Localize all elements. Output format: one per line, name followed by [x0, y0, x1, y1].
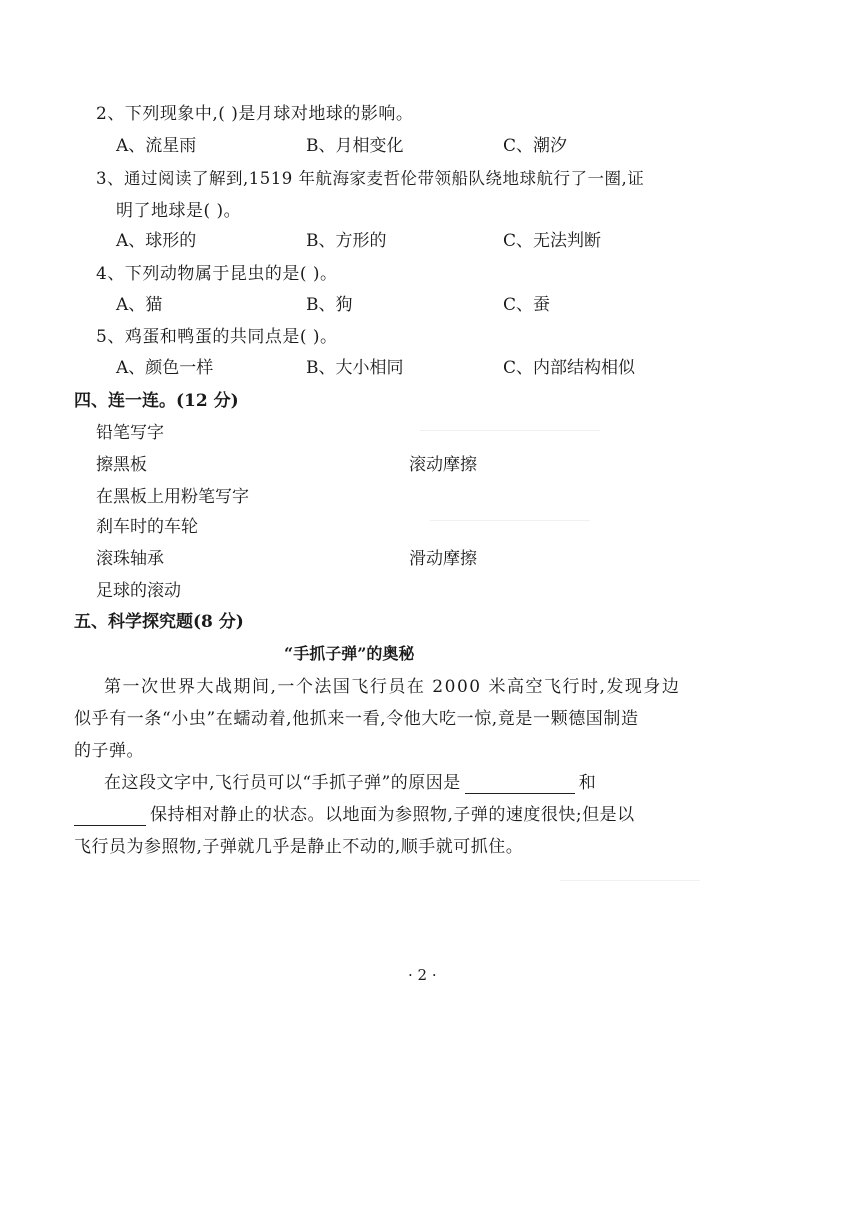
- question-2-option-a: A、流星雨: [116, 136, 197, 156]
- passage-line-1: 第一次世界大战期间,一个法国飞行员在 2000 米高空飞行时,发现身边: [104, 677, 681, 697]
- question-4-option-a: A、猫: [116, 295, 163, 315]
- question-text-and: 和: [578, 773, 597, 793]
- question-4-option-c: C、蚕: [503, 295, 551, 315]
- question-5-option-c: C、内部结构相似: [503, 358, 636, 378]
- question-2-option-b: B、月相变化: [306, 136, 404, 156]
- question-3-option-c: C、无法判断: [503, 231, 602, 251]
- match-left-item-6: 足球的滚动: [96, 581, 181, 601]
- question-4-stem: 4、下列动物属于昆虫的是( )。: [96, 264, 338, 284]
- question-text-b: 保持相对静止的状态。以地面为参照物,子弹的速度很快;但是以: [150, 805, 635, 825]
- question-3-option-b: B、方形的: [306, 231, 387, 251]
- question-3-stem-line2: 明了地球是( )。: [116, 201, 242, 221]
- bleed-through-mark: [420, 430, 600, 431]
- question-3-stem-line1: 3、通过阅读了解到,1519 年航海家麦哲伦带领船队绕地球航行了一圈,证: [96, 169, 645, 188]
- match-left-item-5: 滚珠轴承: [96, 549, 164, 569]
- answer-blank-1[interactable]: [465, 775, 575, 794]
- match-left-item-4: 刹车时的车轮: [96, 517, 198, 537]
- question-2-stem: 2、下列现象中,( )是月球对地球的影响。: [96, 104, 414, 124]
- match-right-item-2: 滑动摩擦: [409, 549, 477, 569]
- match-left-item-1: 铅笔写字: [96, 423, 164, 443]
- question-text-a: 在这段文字中,飞行员可以“手抓子弹”的原因是: [104, 773, 461, 793]
- section-5-heading: 五、科学探究题(8 分): [74, 612, 244, 632]
- page-number: · 2 ·: [408, 966, 437, 984]
- section-4-heading: 四、连一连。(12 分): [74, 391, 239, 411]
- match-right-item-1: 滚动摩擦: [409, 455, 477, 475]
- question-line-3: 飞行员为参照物,子弹就几乎是静止不动的,顺手就可抓住。: [74, 837, 524, 857]
- question-2-option-c: C、潮汐: [503, 136, 568, 156]
- passage-line-3: 的子弹。: [74, 741, 144, 761]
- bleed-through-mark: [560, 880, 700, 881]
- passage-line-2: 似乎有一条“小虫”在蠕动着,他抓来一看,令他大吃一惊,竟是一颗德国制造: [74, 709, 639, 729]
- passage-title: “手抓子弹”的奥秘: [284, 644, 415, 663]
- question-5-option-b: B、大小相同: [306, 358, 404, 378]
- question-3-option-a: A、球形的: [116, 231, 197, 251]
- question-5-stem: 5、鸡蛋和鸭蛋的共同点是( )。: [96, 327, 338, 347]
- bleed-through-mark: [430, 520, 590, 521]
- answer-blank-2[interactable]: [74, 807, 146, 826]
- match-left-item-2: 擦黑板: [96, 455, 147, 475]
- question-5-option-a: A、颜色一样: [116, 358, 214, 378]
- match-left-item-3: 在黑板上用粉笔写字: [96, 487, 249, 507]
- question-line-2: [74, 804, 635, 826]
- question-4-option-b: B、狗: [306, 295, 353, 315]
- question-line-1: [104, 772, 596, 794]
